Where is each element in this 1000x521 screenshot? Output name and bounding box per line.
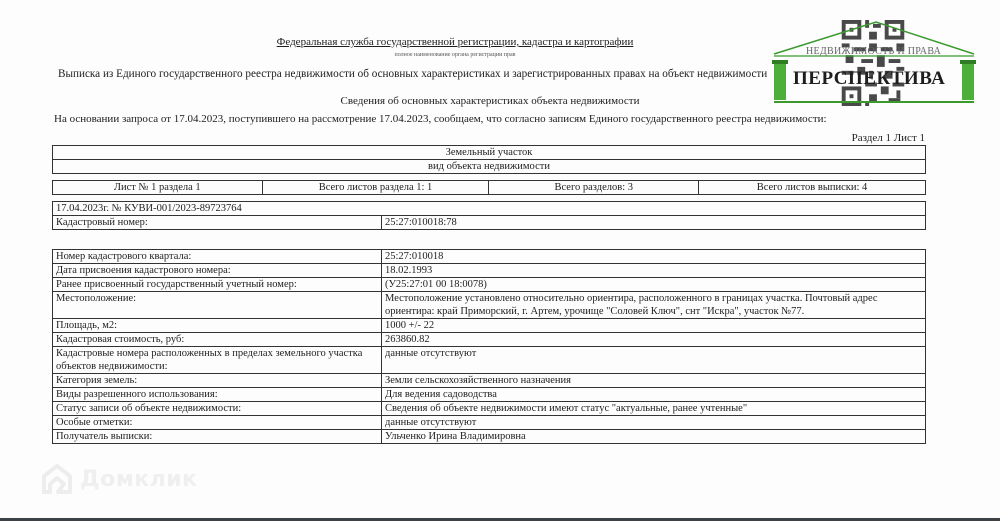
registration-table <box>52 201 926 230</box>
row-value: 18.02.1993 <box>382 264 926 278</box>
left-column-icon <box>774 62 786 100</box>
table-row <box>53 333 926 347</box>
row-value: данные отсутствуют <box>382 347 926 374</box>
row-label: Особые отметки: <box>53 416 382 430</box>
extract-sheets-total: Всего листов выписки: 4 <box>699 181 926 195</box>
row-label: Дата присвоения кадастрового номера: <box>53 264 382 278</box>
row-value: 263860.82 <box>382 333 926 347</box>
row-value: Сведения об объекте недвижимости имеют статус "актуальные, ранее учтенные" <box>382 402 926 416</box>
logo-caption: НЕДВИЖИМОСТЬ И ПРАВА <box>806 46 942 57</box>
section-title: Сведения об основных характеристиках объекта недвижимости <box>340 95 640 107</box>
object-type: Земельный участок <box>53 146 926 160</box>
row-value: Земли сельскохозяйственного назначения <box>382 374 926 388</box>
perspektiva-logo <box>768 16 980 106</box>
table-row <box>53 319 926 333</box>
row-label: Категория земель: <box>53 374 382 388</box>
sections-total: Всего разделов: 3 <box>489 181 699 195</box>
cadastral-number-value: 25:27:010018:78 <box>382 216 926 230</box>
table-row <box>53 416 926 430</box>
row-value: 25:27:010018 <box>382 250 926 264</box>
logo-name: ПЕРСПЕКТИВА <box>793 68 946 89</box>
domclick-watermark <box>40 462 198 496</box>
table-row <box>53 264 926 278</box>
section-sheet-label: Раздел 1 Лист 1 <box>851 132 925 144</box>
row-label: Получатель выписки: <box>53 430 382 444</box>
row-label: Площадь, м2: <box>53 319 382 333</box>
house-icon <box>40 462 74 496</box>
table-row <box>53 250 926 264</box>
agency-subtitle: полное наименование органа регистрации прав <box>394 52 516 58</box>
right-column-icon <box>962 62 974 100</box>
row-value: Местоположение установлено относительно ориентира, расположенного в границах участка. Почтовый адрес ориентира: край Приморский, г. Артем, урочище "Соловей Ключ", снт "Искра", участок №77. <box>382 292 926 319</box>
object-type-caption: вид объекта недвижимости <box>53 160 926 174</box>
row-label: Номер кадастрового квартала: <box>53 250 382 264</box>
section-sheets-total: Всего листов раздела 1: 1 <box>262 181 489 195</box>
basis-text: На основании запроса от 17.04.2023, поступившего на рассмотрение 17.04.2023, сообщаем, что согласно записям Единого государственного реестра недвижимости: <box>54 113 827 125</box>
table-row <box>53 388 926 402</box>
row-label: Виды разрешенного использования: <box>53 388 382 402</box>
row-value: (У25:27:01 00 18:0078) <box>382 278 926 292</box>
table-row <box>53 347 926 374</box>
row-value: Для ведения садоводства <box>382 388 926 402</box>
table-row <box>53 430 926 444</box>
row-value: Ульченко Ирина Владимировна <box>382 430 926 444</box>
row-label: Кадастровая стоимость, руб: <box>53 333 382 347</box>
agency-name: Федеральная служба государственной регистрации, кадастра и картографии <box>276 36 634 48</box>
cadastral-number-label: Кадастровый номер: <box>53 216 382 230</box>
table-row <box>53 374 926 388</box>
row-label: Кадастровые номера расположенных в пределах земельного участка объектов недвижимости: <box>53 347 382 374</box>
row-value: данные отсутствуют <box>382 416 926 430</box>
registration-number: 17.04.2023г. № КУВИ-001/2023-89723764 <box>53 202 926 216</box>
sheet-number: Лист № 1 раздела 1 <box>53 181 263 195</box>
left-column-cap <box>772 60 788 64</box>
domclick-name: Домклик <box>80 466 198 492</box>
row-value: 1000 +/- 22 <box>382 319 926 333</box>
properties-table <box>52 249 926 444</box>
table-row <box>53 402 926 416</box>
object-type-table <box>52 145 926 174</box>
row-label: Местоположение: <box>53 292 382 319</box>
right-column-cap <box>960 60 976 64</box>
table-row <box>53 292 926 319</box>
sheets-table <box>52 180 926 195</box>
row-label: Статус записи об объекте недвижимости: <box>53 402 382 416</box>
extract-title: Выписка из Единого государственного реестра недвижимости об основных характеристиках и зарегистрированных правах на объект недвижимости <box>58 68 768 80</box>
table-row <box>53 278 926 292</box>
row-label: Ранее присвоенный государственный учетный номер: <box>53 278 382 292</box>
